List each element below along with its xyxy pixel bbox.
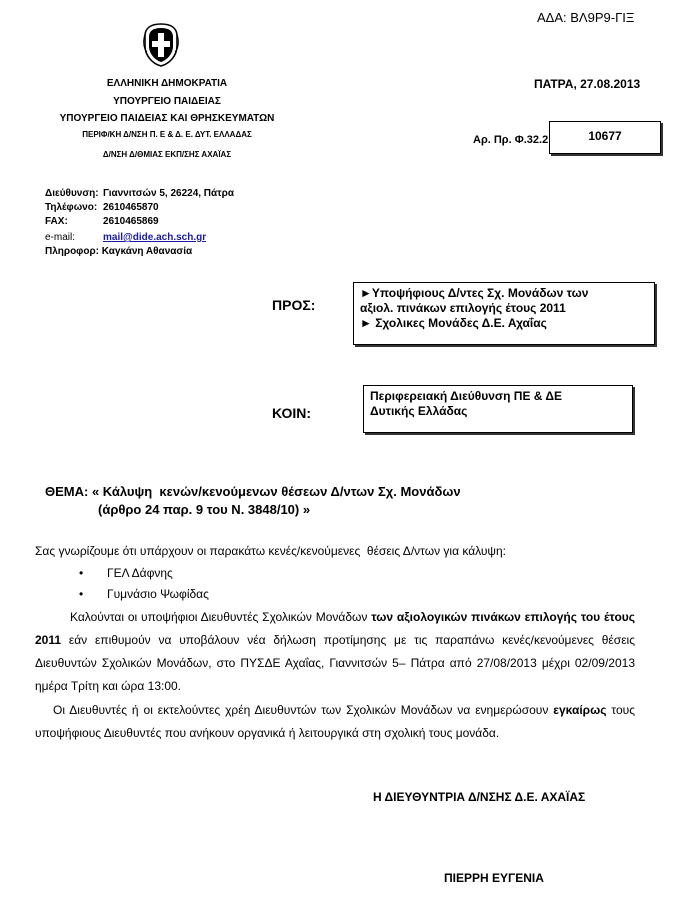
- phone-label: Τηλέφωνο:: [45, 202, 98, 213]
- body-paragraph-2: [35, 699, 635, 745]
- to-label: ΠΡΟΣ:: [272, 297, 316, 313]
- body-intro: Σας γνωρίζουμε ότι υπάρχουν οι παρακάτω κενές/κενούμενες θέσεις Δ/ντων για κάλυψη:: [35, 544, 506, 558]
- protocol-label: Αρ. Πρ. Φ.32.2: [473, 134, 549, 146]
- cc-line-1: Περιφερειακή Διεύθυνση ΠΕ & ΔΕ: [370, 389, 562, 403]
- body-paragraph-1: [35, 606, 635, 698]
- bullet-text: Γυμνάσιο Ψωφίδας: [107, 587, 209, 601]
- cc-recipients-box: [363, 385, 633, 433]
- paragraph-2-text-c: τους υποψήφιους Διευθυντές που ανήκουν οργανικά ή λειτουργικά στη σχολική τους μονάδα.: [35, 703, 635, 740]
- address-value: Γιαννιτσών 5, 26224, Πάτρα: [103, 188, 234, 199]
- bullet-item-1: [79, 566, 173, 580]
- to-line-2: αξιολ. πινάκων επιλογής έτους 2011: [360, 301, 566, 315]
- paragraph-1-text-c: εάν επιθυμούν να υποβάλουν νέα δήλωση προτίμησης με τις παραπάνω κενές/κενούμενες θέσεις Διευθυντών Σχολικών Μονάδων, στο ΠΥΣΔΕ Αχαΐας, Γιαννιτσών 5– Πάτρα από 27/08/2013 μέχρι 02/09/2013 ημέρα Τρίτη και ώρα 13:00.: [35, 633, 635, 693]
- protocol-number: 10677: [588, 129, 622, 143]
- bullet-item-2: [79, 587, 209, 601]
- header-ministry-full: ΥΠΟΥΡΓΕΙΟ ΠΑΙΔΕΙΑΣ ΚΑΙ ΘΡΗΣΚΕΥΜΑΤΩΝ: [59, 113, 275, 124]
- protocol-number-box: [549, 121, 661, 154]
- subject-line-2: (άρθρο 24 παρ. 9 του Ν. 3848/10) »: [98, 502, 311, 517]
- address-label: Διεύθυνση:: [45, 188, 99, 199]
- cc-line-2: Δυτικής Ελλάδας: [370, 404, 468, 418]
- bullet-text: ΓΕΛ Δάφνης: [107, 566, 173, 580]
- info-value: Καγκάνη Αθανασία: [101, 246, 193, 257]
- signature-title: Η ΔΙΕΥΘΥΝΤΡΙΑ Δ/ΝΣΗΣ Δ.Ε. ΑΧΑΪΑΣ: [373, 790, 586, 804]
- ada-code: ΑΔΑ: ΒΛ9Ρ9-ΓΙΞ: [537, 10, 635, 25]
- fax-label: FAX:: [45, 216, 68, 227]
- header-country: ΕΛΛΗΝΙΚΗ ΔΗΜΟΚΡΑΤΙΑ: [106, 78, 228, 89]
- header-ministry: ΥΠΟΥΡΓΕΙΟ ΠΑΙΔΕΙΑΣ: [113, 96, 221, 107]
- fax-value: 2610465869: [103, 216, 159, 227]
- to-line-1: ►Υποψήφιους Δ/ντες Σχ. Μονάδων των: [360, 286, 589, 300]
- contact-email: [45, 232, 206, 243]
- signature-name: ΠΙΕΡΡΗ ΕΥΓΕΝΙΑ: [444, 871, 544, 885]
- contact-fax: [45, 216, 159, 227]
- bullet-dot-icon: •: [79, 566, 84, 580]
- paragraph-2-bold: εγκαίρως: [553, 703, 607, 717]
- paragraph-1-text-a: Καλούνται οι υποψήφιοι Διευθυντές Σχολικών Μονάδων: [70, 610, 372, 624]
- greek-coat-of-arms-icon: [141, 22, 181, 68]
- cc-label: ΚΟΙΝ:: [272, 405, 312, 421]
- to-line-3: ► Σχολικες Μονάδες Δ.Ε. Αχαΐας: [360, 316, 547, 330]
- email-link[interactable]: mail@dide.ach.sch.gr: [103, 232, 207, 243]
- paragraph-1-bold: των αξιολογικών πινάκων επιλογής του έτους 2011: [35, 610, 635, 647]
- subject-line-1: ΘΕΜΑ: « Κάλυψη κενών/κενούμενων θέσεων Δ/ντων Σχ. Μονάδων: [45, 484, 461, 499]
- paragraph-2-text-a: Οι Διευθυντές ή οι εκτελούντες χρέη Διευθυντών των Σχολικών Μονάδων να ενημερώσουν: [53, 703, 554, 717]
- to-recipients-box: [353, 282, 655, 345]
- info-label: Πληροφορ:: [45, 246, 99, 257]
- contact-address: [45, 188, 234, 199]
- bullet-dot-icon: •: [79, 587, 84, 601]
- header-regional-directorate: ΠΕΡΙΦ/ΚΗ Δ/ΝΣΗ Π. Ε & Δ. Ε. ΔΥΤ. ΕΛΛΑΔΑΣ: [82, 130, 252, 139]
- contact-phone: [45, 202, 159, 213]
- document-date: ΠΑΤΡΑ, 27.08.2013: [534, 77, 641, 91]
- header-directorate: Δ/ΝΣΗ Δ/ΘΜΙΑΣ ΕΚΠ/ΣΗΣ ΑΧΑΪΑΣ: [102, 150, 232, 159]
- phone-value: 2610465870: [103, 202, 159, 213]
- email-label: e-mail:: [45, 232, 76, 243]
- contact-info-person: [45, 246, 192, 257]
